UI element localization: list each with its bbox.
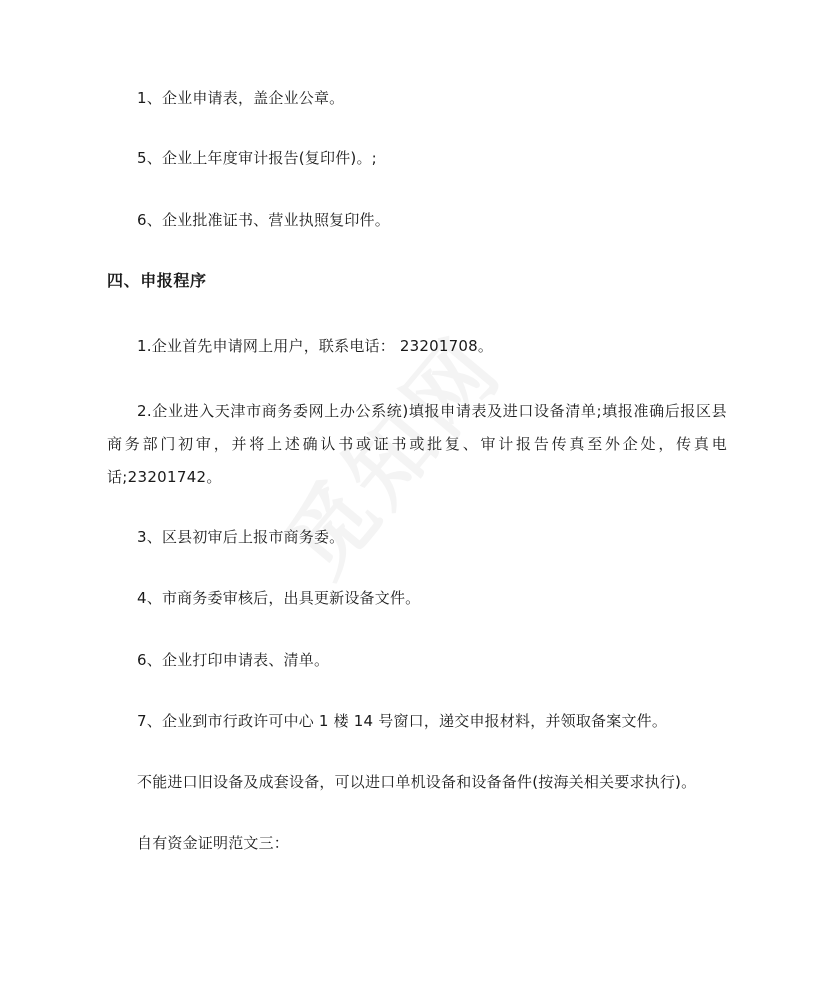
procedure-step-1: 1.企业首先申请网上用户，联系电话： 23201708。 xyxy=(137,337,494,355)
procedure-step-7: 7、企业到市行政许可中心 1 楼 14 号窗口，递交申报材料，并领取备案文件。 xyxy=(137,712,668,730)
procedure-step-3: 3、区县初审后上报市商务委。 xyxy=(137,528,345,546)
list-item: 5、企业上年度审计报告(复印件)。; xyxy=(137,149,377,167)
next-section-title: 自有资金证明范文三： xyxy=(137,834,290,852)
note-paragraph: 不能进口旧设备及成套设备，可以进口单机设备和设备备件(按海关相关要求执行)。 xyxy=(137,773,697,791)
section-heading: 四、申报程序 xyxy=(107,271,207,290)
procedure-step-2: 2.企业进入天津市商务委网上办公系统)填报申请表及进口设备清单;填报准确后报区县商务部门初审，并将上述确认书或证书或批复、审计报告传真至外企处，传真电话;23201742。 xyxy=(107,402,727,486)
procedure-step-4: 4、市商务委审核后，出具更新设备文件。 xyxy=(137,589,421,607)
procedure-step-6: 6、企业打印申请表、清单。 xyxy=(137,651,330,669)
list-item: 6、企业批准证书、营业执照复印件。 xyxy=(137,211,390,229)
list-item: 1、企业申请表，盖企业公章。 xyxy=(137,89,345,107)
